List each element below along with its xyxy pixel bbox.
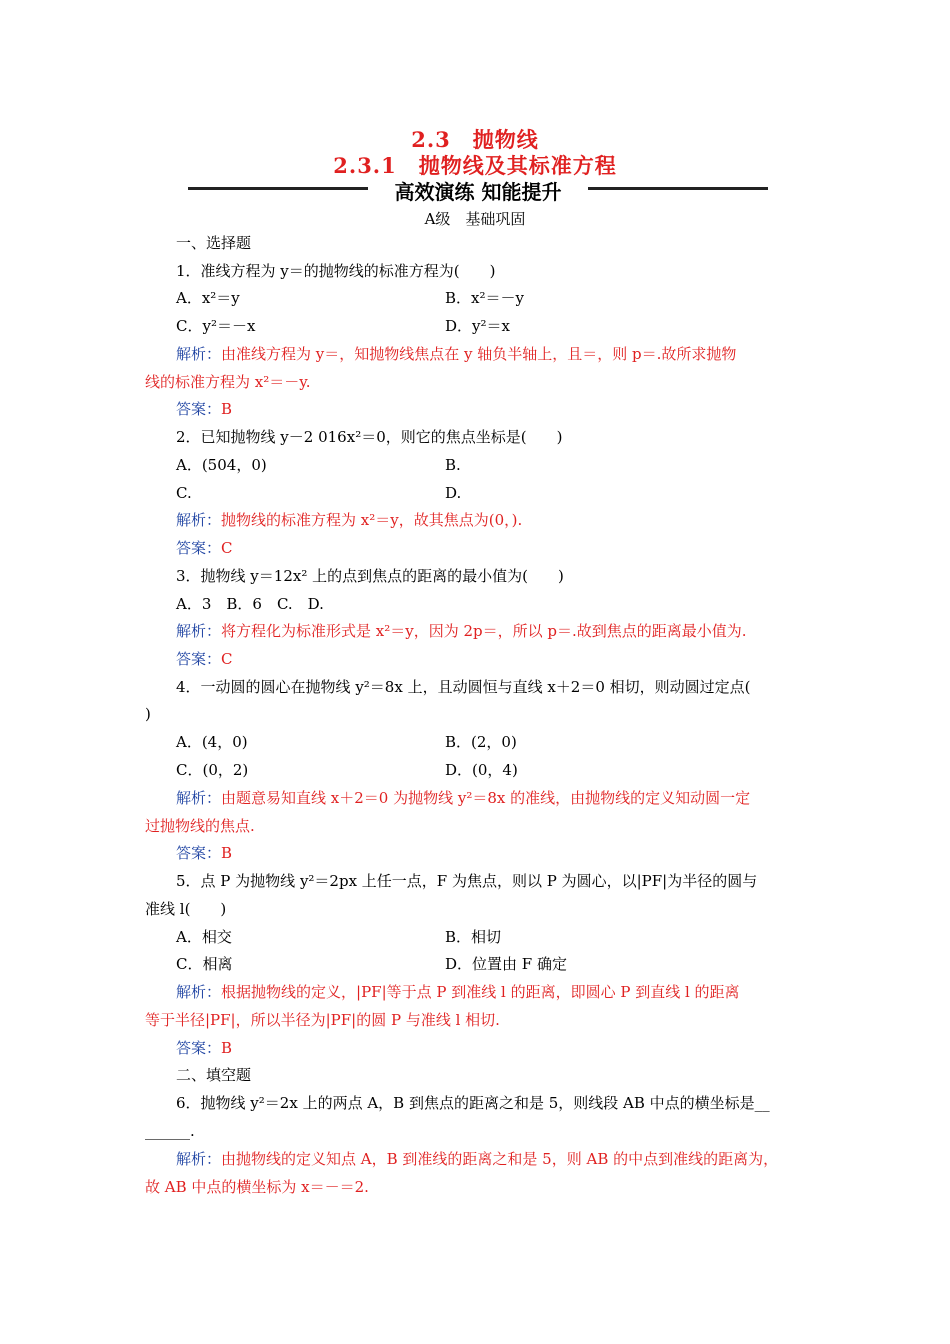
analysis-label: 解析： (176, 622, 222, 640)
section-title: 2.3 抛物线 (411, 127, 539, 152)
q4-option-a: A．(4，0) (176, 733, 248, 751)
q5-option-a: A．相交 (176, 928, 232, 946)
q2-analysis-text: 抛物线的标准方程为 x²＝y，故其焦点为(0，). (221, 511, 523, 529)
banner-text: 高效演练 知能提升 (394, 180, 562, 204)
q1-analysis-text: 由准线方程为 y＝，知抛物线焦点在 y 轴负半轴上，且＝，则 p＝.故所求抛物 (221, 345, 737, 363)
q1-stem: 1．准线方程为 y＝的抛物线的标准方程为( ) (176, 262, 496, 280)
q5-option-c: C．相离 (176, 955, 233, 973)
q5-stem-cont: 准线 l( ) (145, 900, 227, 918)
q1-option-a: A．x²＝y (176, 289, 240, 307)
answer-label: 答案： (176, 539, 222, 557)
answer-label: 答案： (176, 1039, 222, 1057)
q4-option-b: B．(2，0) (445, 733, 517, 751)
analysis-label: 解析： (176, 789, 222, 807)
q4-analysis (176, 787, 750, 809)
section-fill-heading: 二、填空题 (176, 1066, 252, 1084)
q4-option-c: C．(0，2) (176, 761, 249, 779)
q6-analysis-cont: 故 AB 中点的横坐标为 x＝－＝2. (145, 1178, 369, 1196)
q2-option-b: B. (445, 456, 461, 474)
level-heading: A级 基础巩固 (424, 210, 526, 228)
q5-stem: 5．点 P 为抛物线 y²＝2px 上任一点，F 为焦点，则以 P 为圆心，以|PF|为半径的圆与 (176, 872, 758, 890)
q1-answer-value: B (221, 400, 233, 418)
analysis-label: 解析： (176, 1150, 222, 1168)
q3-answer-value: C (221, 650, 233, 668)
q6-analysis (176, 1148, 778, 1170)
q3-stem: 3．抛物线 y＝12x² 上的点到焦点的距离的最小值为( ) (176, 567, 564, 585)
answer-label: 答案： (176, 844, 222, 862)
q5-option-b: B．相切 (445, 928, 502, 946)
q5-analysis-text: 根据抛物线的定义，|PF|等于点 P 到准线 l 的距离，即圆心 P 到直线 l 的距离 (221, 983, 740, 1001)
q1-option-b: B．x²＝－y (445, 289, 524, 307)
q4-stem: 4．一动圆的圆心在抛物线 y²＝8x 上，且动圆恒与直线 x＋2＝0 相切，则动圆过定点( (176, 678, 751, 696)
q5-analysis-cont: 等于半径|PF|，所以半径为|PF|的圆 P 与准线 l 相切. (145, 1011, 500, 1029)
q1-analysis (176, 343, 736, 365)
q2-analysis (176, 509, 522, 531)
q3-answer (176, 648, 233, 670)
q5-answer-value: B (221, 1039, 233, 1057)
q2-option-a: A．(504，0) (176, 456, 267, 474)
q2-answer (176, 537, 233, 559)
q3-analysis-text: 将方程化为标准形式是 x²＝y，因为 2p＝，所以 p＝.故到焦点的距离最小值为. (221, 622, 747, 640)
answer-label: 答案： (176, 650, 222, 668)
q4-analysis-text: 由题意易知直线 x＋2＝0 为抛物线 y²＝8x 的准线，由抛物线的定义知动圆一定 (221, 789, 751, 807)
section-choice-heading: 一、选择题 (176, 234, 252, 252)
q2-option-d: D. (445, 484, 462, 502)
q4-option-d: D．(0，4) (445, 761, 518, 779)
answer-label: 答案： (176, 400, 222, 418)
q2-stem: 2．已知抛物线 y－2 016x²＝0，则它的焦点坐标是( ) (176, 428, 563, 446)
q4-analysis-cont: 过抛物线的焦点. (145, 817, 255, 835)
q3-analysis (176, 620, 747, 642)
q2-option-c: C. (176, 484, 192, 502)
q4-stem-cont: ) (145, 705, 151, 723)
q6-stem-cont: ______. (145, 1122, 195, 1140)
q6-stem: 6．抛物线 y²＝2x 上的两点 A，B 到焦点的距离之和是 5，则线段 AB 中点的横坐标是__ (176, 1094, 770, 1112)
q2-answer-value: C (221, 539, 233, 557)
q5-option-d: D．位置由 F 确定 (445, 955, 567, 973)
q1-option-c: C．y²＝－x (176, 317, 256, 335)
q5-analysis (176, 981, 740, 1003)
q1-option-d: D．y²＝x (445, 317, 510, 335)
subsection-title: 2.3.1 抛物线及其标准方程 (333, 153, 617, 178)
q4-answer (176, 842, 232, 864)
q1-answer (176, 398, 232, 420)
analysis-label: 解析： (176, 345, 222, 363)
q4-answer-value: B (221, 844, 233, 862)
q3-options: A．3 B．6 C. D. (176, 595, 324, 613)
q5-answer (176, 1037, 232, 1059)
analysis-label: 解析： (176, 511, 222, 529)
banner (188, 176, 768, 202)
q6-analysis-text: 由抛物线的定义知点 A，B 到准线的距离之和是 5，则 AB 的中点到准线的距离为， (221, 1150, 779, 1168)
q1-analysis-cont: 线的标准方程为 x²＝－y. (145, 373, 311, 391)
analysis-label: 解析： (176, 983, 222, 1001)
